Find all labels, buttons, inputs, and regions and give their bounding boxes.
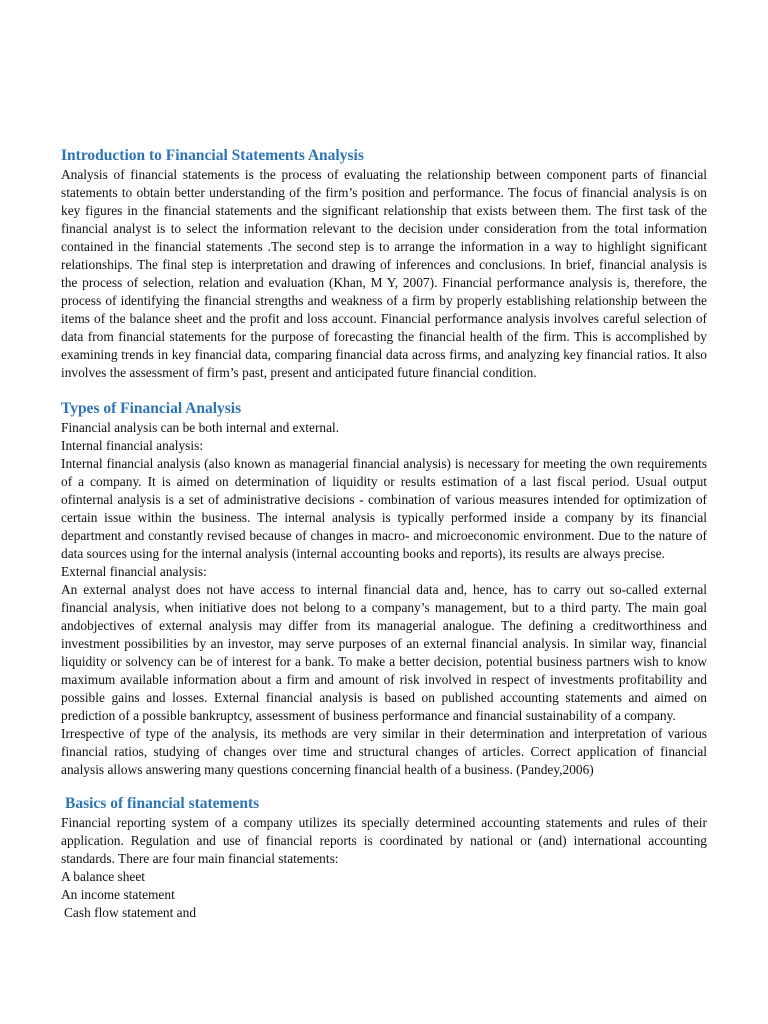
list-item: A balance sheet [61,869,146,884]
basics-heading: Basics of financial statements [65,795,260,812]
internal-paragraph: Internal financial analysis (also known as managerial financial analysis) is necessary for meeting the own requirements of a company. It is aimed on determination of liquidity or results estimation of a last fiscal period. Usual output ofinternal analysis is a set of administrative decisions - combination of various measures intended for optimization of certain issue within the business. The internal analysis is typically performed inside a company by its financial department and constantly revised because of changes in macro- and microeconomic environment. Due to the nature of data sources using for the internal analysis (internal accounting books and reports), its results are always precise. [61,456,707,561]
basics-paragraph: Financial reporting system of a company utilizes its specially determined accounting statements and rules of their application. Regulation and use of financial reports is coordinated by national or (and) international accounting standards. There are four main financial statements: [61,815,707,866]
list-item: An income statement [61,887,175,902]
types-intro: Financial analysis can be both internal and external. [61,420,340,435]
closing-paragraph: Irrespective of type of the analysis, its methods are very similar in their determination and interpretation of various financial ratios, studying of changes over time and structural changes of articles. Correct application of financial analysis allows answering many questions concerning financial health of a business. (Pandey,2006) [61,726,707,777]
intro-heading: Introduction to Financial Statements Analysis [61,147,364,164]
internal-label: Internal financial analysis: [61,438,204,453]
external-label: External financial analysis: [61,564,207,579]
document-page [61,146,707,922]
types-heading: Types of Financial Analysis [61,400,242,417]
list-item: Cash flow statement and [64,905,197,920]
external-paragraph: An external analyst does not have access to internal financial data and, hence, has to carry out so-called external financial analysis, when initiative does not belong to a company’s management, but to a third party. The main goal andobjectives of external analysis may differ from its managerial analogue. The defining a creditworthiness and investment possibilities by an investor, may serve purposes of an external financial analysis. In similar way, financial liquidity or solvency can be of interest for a bank. To make a better decision, potential business partners wish to know maximum available information about a firm and amount of risk involved in respect of investments profitability and possible gains and losses. External financial analysis is based on published accounting statements and aimed on prediction of a possible bankruptcy, assessment of business performance and financial sustainability of a company. [61,582,707,723]
intro-paragraph: Analysis of financial statements is the process of evaluating the relationship between component parts of financial statements to obtain better understanding of the firm’s position and performance. The focus of financial analysis is on key figures in the financial statements and the significant relationship that exists between them. The first task of the financial analyst is to select the information relevant to the decision under consideration from the total information contained in the financial statements .The second step is to arrange the information in a way to highlight significant relationships. The final step is interpretation and drawing of inferences and conclusions. In brief, financial analysis is the process of selection, relation and evaluation (Khan, M Y, 2007). Financial performance analysis is, therefore, the process of identifying the financial strengths and weakness of a firm by properly establishing relationship between the items of the balance sheet and the profit and loss account. Financial performance analysis involves careful selection of data from financial statements for the purpose of forecasting the financial health of the firm. This is accomplished by examining trends in key financial data, comparing financial data across firms, and analyzing key financial ratios. It also involves the assessment of firm’s past, present and anticipated future financial condition. [61,167,707,380]
